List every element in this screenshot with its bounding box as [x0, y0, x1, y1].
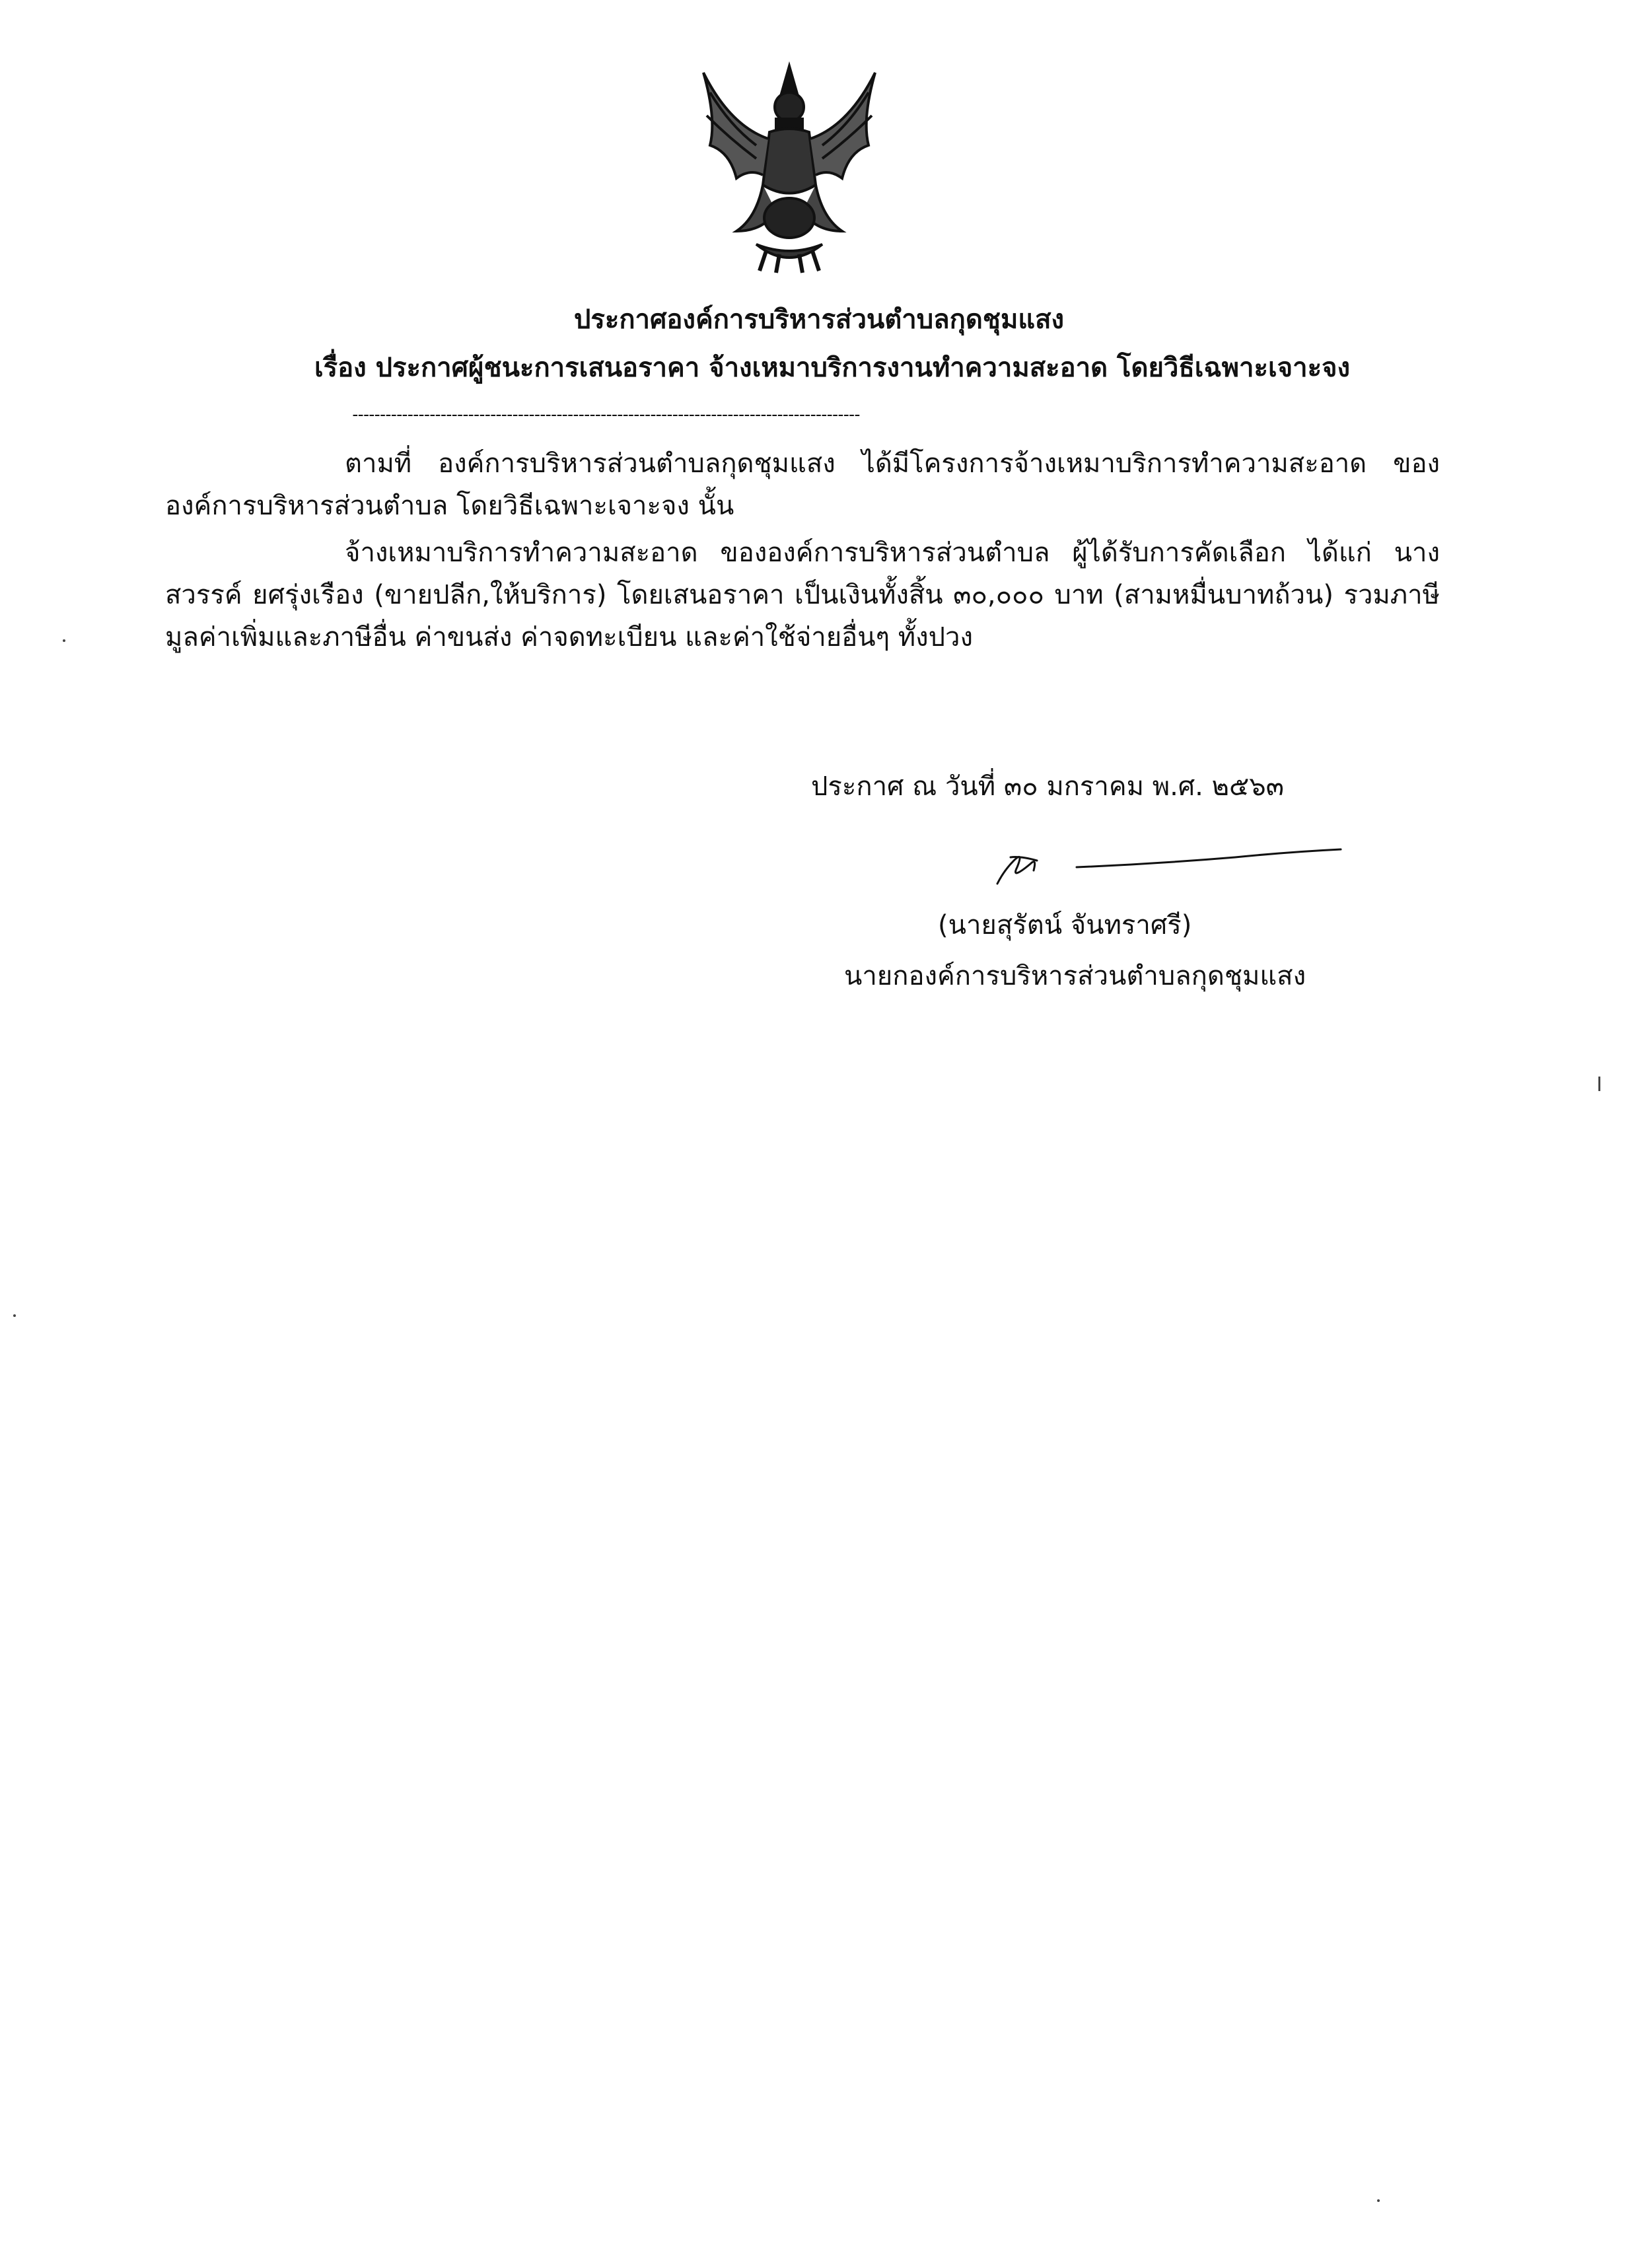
body-paragraph-1 [165, 443, 1440, 527]
paragraph-1-text: ตามที่ องค์การบริหารส่วนตำบลกุดชุมแสง ได้มีโครงการจ้างเหมาบริการทำความสะอาด ขององค์การบริหารส่วนตำบล โดยวิธีเฉพาะเจาะจง นั้น [165, 448, 1440, 521]
title-separator: -------------------------------------------------------------------------------------------- [350, 405, 858, 425]
signer-name: (นายสุรัตน์ จันทราศรี) [938, 910, 1192, 940]
scan-speck [13, 1314, 16, 1317]
scan-speck [63, 639, 65, 642]
garuda-emblem-icon [690, 53, 888, 274]
announcement-subject: เรื่อง ประกาศผู้ชนะการเสนอราคา จ้างเหมาบริการงานทำความสะอาด โดยวิธีเฉพาะเจาะจง [314, 353, 1351, 383]
announcement-title: ประกาศองค์การบริหารส่วนตำบลกุดชุมแสง [573, 304, 1065, 335]
announcement-date: ประกาศ ณ วันที่ ๓๐ มกราคม พ.ศ. ๒๕๖๓ [811, 771, 1284, 802]
paragraph-2-text: จ้างเหมาบริการทำความสะอาด ขององค์การบริหารส่วนตำบล ผู้ได้รับการคัดเลือก ได้แก่ นางสวรรค์ ยศรุ่งเรือง (ขายปลีก,ให้บริการ) โดยเสนอราคา เป็นเงินทั้งสิ้น ๓๐,๐๐๐ บาท (สามหมื่นบาทถ้วน) รวมภาษีมูลค่าเพิ่มและภาษีอื่น ค่าขนส่ง ค่าจดทะเบียน และค่าใช้จ่ายอื่นๆ ทั้งปวง [165, 538, 1440, 653]
scan-speck [1377, 2199, 1380, 2202]
scan-speck [1598, 1077, 1600, 1091]
body-paragraph-2 [165, 532, 1440, 658]
signature-icon [984, 837, 1354, 890]
signer-position: นายกองค์การบริหารส่วนตำบลกุดชุมแสง [844, 961, 1306, 991]
